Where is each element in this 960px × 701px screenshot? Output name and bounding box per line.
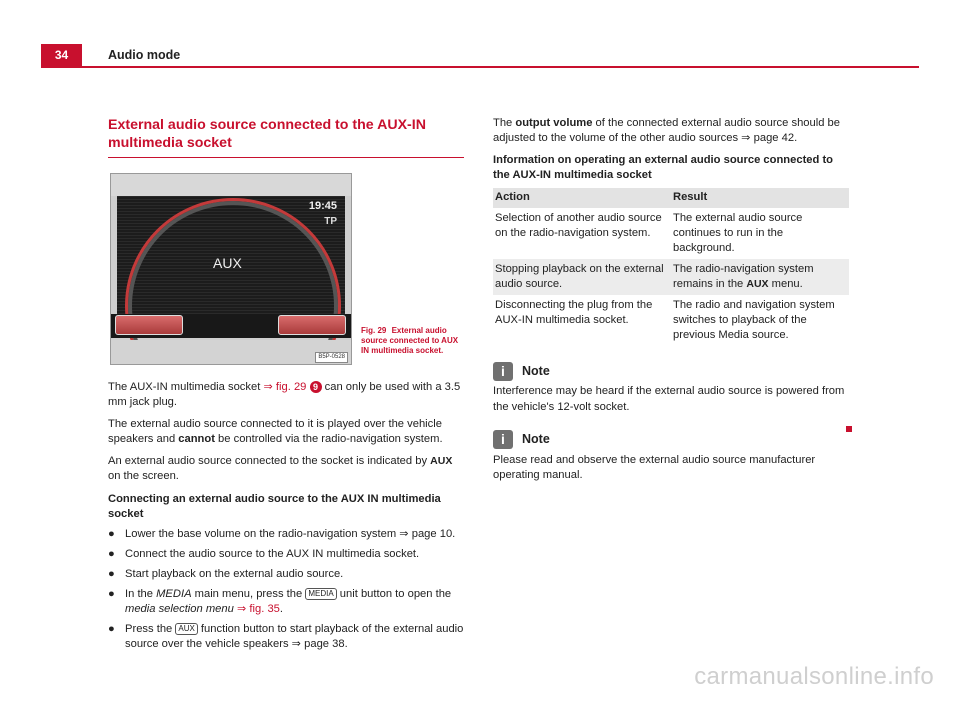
text: . [279, 603, 284, 616]
note-interference [493, 358, 849, 414]
bullet-icon: ● [108, 527, 115, 540]
table-row [493, 208, 849, 259]
action-result-table [493, 188, 849, 346]
note-title: Note [522, 432, 550, 447]
left-body [108, 380, 464, 653]
page-number: 34 [41, 44, 82, 66]
aux-key: AUX [175, 623, 197, 635]
note-manufacturer [493, 427, 849, 483]
note-title: Note [522, 363, 550, 378]
info-icon: i [493, 362, 513, 381]
aux-display-text: AUX [430, 455, 453, 468]
text: Lower the base volume on the radio-navigation system ⇒ page 10. [125, 527, 456, 540]
screen-tp: TP [324, 215, 337, 227]
cell-action: Disconnecting the plug from the AUX-IN multimedia socket. [495, 299, 653, 327]
chapter-title: Audio mode [108, 48, 181, 62]
left-column [108, 116, 464, 658]
text: menu. [768, 277, 803, 290]
header-rule [41, 66, 919, 68]
text: Start playback on the external audio source. [125, 568, 344, 580]
list-item [108, 587, 464, 617]
fig-link[interactable]: ⇒ fig. 35 [236, 603, 280, 616]
text: The AUX-IN multimedia socket [108, 380, 264, 393]
text: The radio-navigation system remains in the [673, 262, 814, 290]
paragraph-playback [108, 417, 464, 447]
text: can only be used with a 3.5 mm jack plug. [108, 380, 461, 409]
cell-action: Selection of another audio source on the radio-navigation system. [495, 211, 662, 239]
figure-caption-text: External audio source connected to AUX IN multimedia socket. [361, 325, 459, 355]
media-key: MEDIA [305, 588, 336, 600]
text-italic: MEDIA [156, 588, 192, 601]
screen-time: 19:45 [308, 199, 337, 212]
cell-result: The radio and navigation system switches to playback of the previous Media source. [673, 299, 835, 342]
table-row [493, 259, 849, 295]
cell-action: Stopping playback on the external audio source. [493, 259, 671, 295]
list-item [108, 567, 464, 582]
aux-screen-illustration [110, 173, 352, 365]
list-item [108, 622, 464, 652]
callout-number: 9 [310, 381, 322, 393]
text: unit button to open the [336, 588, 452, 601]
table-row [493, 295, 849, 346]
header-result: Result [671, 188, 849, 207]
text: Press the [125, 623, 176, 636]
note-text: Please read and observe the external audio source manufacturer operating manual. [493, 453, 816, 481]
screen-top-bar [111, 174, 351, 196]
list-item [108, 547, 464, 562]
header-action: Action [493, 188, 671, 207]
screen-aux-label: AUX [213, 254, 242, 271]
text: main menu, press the [191, 588, 306, 601]
note-text: Interference may be heard if the external audio source is powered from the vehicle's 12-volt socket. [493, 385, 845, 413]
table-title: Information on operating an external audio source connected to the AUX-IN multimedia socket [493, 154, 834, 182]
bullet-icon: ● [108, 588, 115, 601]
note-header [493, 427, 849, 453]
figure-caption-label: Fig. 29 [361, 325, 387, 335]
text: of the connected external audio source should be adjusted to the volume of the other audio sources ⇒ page 42. [493, 117, 840, 145]
text: The external audio source connected to it is played over the vehicle speakers and [108, 418, 442, 446]
note-header [493, 358, 849, 384]
bullet-icon: ● [108, 568, 115, 580]
paragraph-indicator [108, 454, 464, 484]
text: The [493, 117, 516, 129]
text: An external audio source connected to the socket is indicated by [108, 455, 431, 468]
table-header-row [493, 188, 849, 207]
list-item [108, 527, 464, 542]
text: function button to start playback of the external audio source over the vehicle speakers ⇒ page 38. [125, 623, 464, 651]
text: be controlled via the radio-navigation system. [214, 433, 443, 446]
screen-left-button [115, 315, 183, 335]
text: In the [125, 588, 157, 601]
section-title: External audio source connected to the AUX-IN multimedia socket [108, 116, 464, 158]
figure-caption [361, 326, 466, 356]
bullet-icon: ● [108, 623, 115, 636]
figure-code: B5P-0528 [315, 352, 348, 363]
info-icon: i [493, 430, 513, 449]
screen-right-button [278, 315, 346, 335]
cell-result [671, 259, 849, 295]
cell-result: The external audio source continues to run in the background. [673, 211, 803, 254]
page-header [41, 44, 919, 68]
steps-list [108, 527, 464, 653]
aux-display-text: AUX [746, 277, 769, 290]
subheading-connecting: Connecting an external audio source to the AUX IN multimedia socket [108, 492, 441, 520]
figure-29 [108, 173, 464, 363]
section-end-marker [846, 426, 852, 432]
bullet-icon: ● [108, 547, 115, 560]
bold-cannot: cannot [178, 433, 215, 446]
paragraph-output-volume [493, 116, 849, 146]
text-italic: media selection menu [125, 603, 234, 616]
paragraph-aux-socket [108, 380, 464, 410]
fig-link[interactable]: ⇒ fig. 29 [263, 380, 307, 393]
right-column [493, 116, 849, 490]
text: on the screen. [108, 470, 179, 483]
text: Connect the audio source to the AUX IN multimedia socket. [125, 547, 420, 560]
watermark: carmanualsonline.info [694, 663, 934, 690]
bold-output-volume: output volume [515, 117, 593, 129]
